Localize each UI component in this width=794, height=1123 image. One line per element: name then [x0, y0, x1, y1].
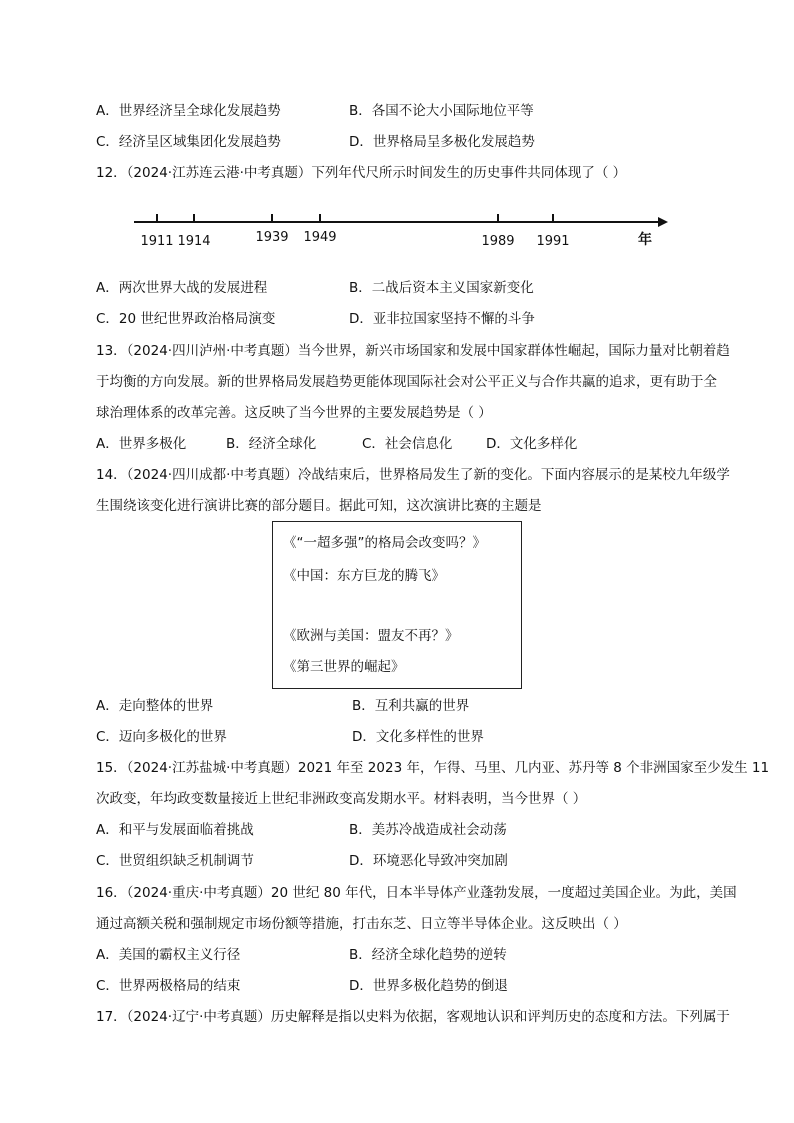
q13-option-d: D．文化多样化 — [486, 436, 578, 452]
q11-option-b: B．各国不论大小国际地位平等 — [349, 103, 534, 119]
q14-line-1: 14．（2024·四川成都·中考真题）冷战结束后，世界格局发生了新的变化。下面内容展示的是某校九年级学 — [96, 467, 730, 483]
q13-option-c: C．社会信息化 — [362, 436, 453, 452]
timeline-ruler — [130, 206, 670, 252]
speech-topic-1: 《“一超多强”的格局会改变吗？》 — [283, 535, 486, 551]
speech-topics-box — [272, 521, 522, 689]
q12-option-a: A．两次世界大战的发展进程 — [96, 280, 268, 296]
q14-line-2: 生围绕该变化进行演讲比赛的部分题目。据此可知，这次演讲比赛的主题是 — [96, 498, 542, 514]
q15-option-c: C．世贸组织缺乏机制调节 — [96, 853, 254, 869]
speech-topic-2: 《中国：东方巨龙的腾飞》 — [283, 568, 445, 584]
q16-option-d: D．世界多极化趋势的倒退 — [349, 978, 508, 994]
speech-topic-3: 《欧洲与美国：盟友不再？》 — [283, 628, 459, 644]
timeline-label-1991: 1991 — [536, 234, 570, 249]
q14-option-c: C．迈向多极化的世界 — [96, 729, 227, 745]
q16-line-2: 通过高额关税和强制规定市场份额等措施，打击东芝、日立等半导体企业。这反映出（ ） — [96, 916, 627, 932]
q11-option-a: A．世界经济呈全球化发展趋势 — [96, 103, 281, 119]
q13-line-1: 13．（2024·四川泸州·中考真题）当今世界，新兴市场国家和发展中国家群体性崛起，国际力量对比朝着趋 — [96, 343, 730, 359]
q17-line-1: 17．（2024·辽宁·中考真题）历史解释是指以史料为依据，客观地认识和评判历史的态度和方法。下列属于 — [96, 1009, 730, 1025]
timeline-label-1911: 1911 — [140, 234, 174, 249]
q13-line-2: 于均衡的方向发展。新的世界格局发展趋势更能体现国际社会对公平正义与合作共赢的追求，更有助于全 — [96, 374, 717, 390]
q11-option-d: D．世界格局呈多极化发展趋势 — [349, 134, 535, 150]
q15-line-1: 15．（2024·江苏盐城·中考真题）2021 年至 2023 年，乍得、马里、几内亚、苏丹等 8 个非洲国家至少发生 11 — [96, 760, 770, 776]
q14-option-b: B．互利共赢的世界 — [352, 698, 470, 714]
q11-option-c: C．经济呈区域集团化发展趋势 — [96, 134, 281, 150]
timeline-label-1989: 1989 — [481, 234, 515, 249]
q14-option-a: A．走向整体的世界 — [96, 698, 214, 714]
q16-option-c: C．世界两极格局的结束 — [96, 978, 241, 994]
q13-option-a: A．世界多极化 — [96, 436, 187, 452]
q15-line-2: 次政变，年均政变数量接近上世纪非洲政变高发期水平。材料表明，当今世界（ ） — [96, 791, 587, 807]
q12-option-b: B．二战后资本主义国家新变化 — [349, 280, 534, 296]
q12-stem: 12．（2024·江苏连云港·中考真题）下列年代尺所示时间发生的历史事件共同体现了（ ） — [96, 165, 627, 181]
q13-option-b: B．经济全球化 — [226, 436, 317, 452]
timeline-label-1914: 1914 — [177, 234, 211, 249]
timeline-label-1939: 1939 — [255, 230, 289, 245]
timeline-unit-label: 年 — [638, 232, 652, 248]
q12-option-c: C．20 世纪世界政治格局演变 — [96, 311, 276, 327]
q14-option-d: D．文化多样性的世界 — [352, 729, 484, 745]
q15-option-a: A．和平与发展面临着挑战 — [96, 822, 254, 838]
q13-line-3: 球治理体系的改革完善。这反映了当今世界的主要发展趋势是（ ） — [96, 405, 492, 421]
q16-line-1: 16．（2024·重庆·中考真题）20 世纪 80 年代，日本半导体产业蓬勃发展，一度超过美国企业。为此，美国 — [96, 885, 737, 901]
q16-option-b: B．经济全球化趋势的逆转 — [349, 947, 507, 963]
q16-option-a: A．美国的霸权主义行径 — [96, 947, 241, 963]
speech-topic-4: 《第三世界的崛起》 — [283, 659, 405, 675]
timeline-label-1949: 1949 — [303, 230, 337, 245]
q12-option-d: D．亚非拉国家坚持不懈的斗争 — [349, 311, 535, 327]
timeline-arrow-icon — [658, 217, 668, 227]
q15-option-b: B．美苏冷战造成社会动荡 — [349, 822, 507, 838]
q15-option-d: D．环境恶化导致冲突加剧 — [349, 853, 508, 869]
